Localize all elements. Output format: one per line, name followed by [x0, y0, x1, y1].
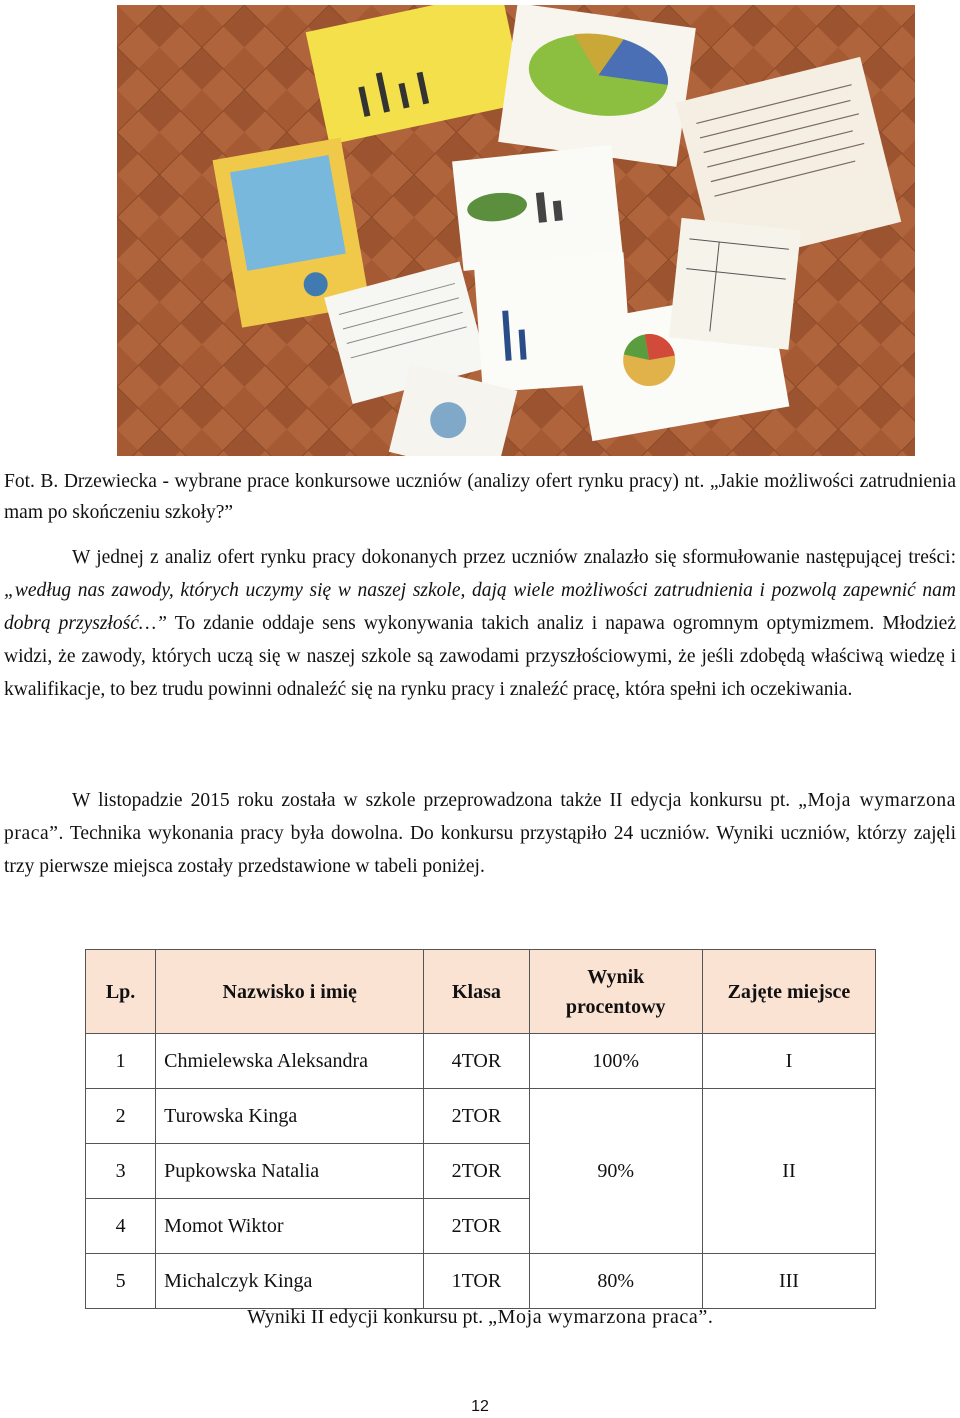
cell-class: 2TOR [424, 1144, 529, 1199]
table-caption-suffix: . [707, 1306, 713, 1328]
page-number: 12 [471, 1398, 489, 1415]
paragraph-rest: To zdanie oddaje sens wykonywania takich analiz i napawa ogromnym optymizmem. Młodzież widzi, że zawody, których uczą się w naszej szkole są zawodami przyszłościowymi, że jeśli zdobędą właściwą wiedzę i kwalifikacje, to bez trudu powinni odnaleźć się na rynku pracy i znaleźć pracę, która spełni ich oczekiwania. [4, 613, 956, 700]
table-row [86, 1089, 876, 1144]
header-place: Zajęte miejsce [702, 950, 875, 1034]
cell-name: Momot Wiktor [156, 1199, 424, 1254]
cell-result: 90% [529, 1089, 702, 1254]
header-lp: Lp. [86, 950, 156, 1034]
paragraph-rest: . Technika wykonania pracy była dowolna. Do konkursu przystąpiło 24 uczniów. Wyniki uczniów, którzy zajęli trzy pierwsze miejsca zostały przedstawione w tabeli poniżej. [4, 823, 956, 877]
cell-class: 2TOR [424, 1089, 529, 1144]
cell-name: Chmielewska Aleksandra [156, 1034, 424, 1089]
cell-name: Turowska Kinga [156, 1089, 424, 1144]
results-table [85, 949, 876, 1309]
contest-title: „Moja wymarzona praca” [4, 790, 956, 844]
cell-place: I [702, 1034, 875, 1089]
paragraph-intro: W listopadzie 2015 roku została w szkole przeprowadzona także II edycja konkursu pt. [72, 790, 799, 811]
cell-class: 2TOR [424, 1199, 529, 1254]
photo-caption: Fot. B. Drzewiecka - wybrane prace konkursowe uczniów (analizy ofert rynku pracy) nt. „Jakie możliwości zatrudnienia mam po skończeniu szkoły?” [4, 471, 956, 523]
header-result: Wynik procentowy [529, 950, 702, 1034]
cell-lp: 4 [86, 1199, 156, 1254]
table-caption-title: „Moja wymarzona praca” [488, 1306, 708, 1328]
table-row [86, 1034, 876, 1089]
paragraph-intro: W jednej z analiz ofert rynku pracy dokonanych przez uczniów znalazło się sformułowanie następującej treści: [72, 547, 956, 568]
table-header-row [86, 950, 876, 1034]
cell-lp: 1 [86, 1034, 156, 1089]
cell-result: 80% [529, 1254, 702, 1309]
student-quote: „według nas zawody, których uczymy się w naszej szkole, dają wiele możliwości zatrudnienia i pozwolą zapewnić nam dobrą przyszłość…” [4, 580, 956, 634]
cell-class: 1TOR [424, 1254, 529, 1309]
cell-name: Michalczyk Kinga [156, 1254, 424, 1309]
cell-result: 100% [529, 1034, 702, 1089]
paragraph-analysis [4, 541, 956, 706]
table-caption-prefix: Wyniki II edycji konkursu pt. [247, 1306, 489, 1328]
header-name: Nazwisko i imię [156, 950, 424, 1034]
cell-place: III [702, 1254, 875, 1309]
cell-name: Pupkowska Natalia [156, 1144, 424, 1199]
paragraph-contest [4, 784, 956, 883]
table-caption [0, 1306, 960, 1329]
cell-lp: 2 [86, 1089, 156, 1144]
cell-lp: 3 [86, 1144, 156, 1199]
cell-class: 4TOR [424, 1034, 529, 1089]
table-row [86, 1254, 876, 1309]
cell-place: II [702, 1089, 875, 1254]
photo-of-papers-icon [117, 5, 915, 456]
photo-contest-works [117, 5, 915, 456]
cell-lp: 5 [86, 1254, 156, 1309]
header-class: Klasa [424, 950, 529, 1034]
